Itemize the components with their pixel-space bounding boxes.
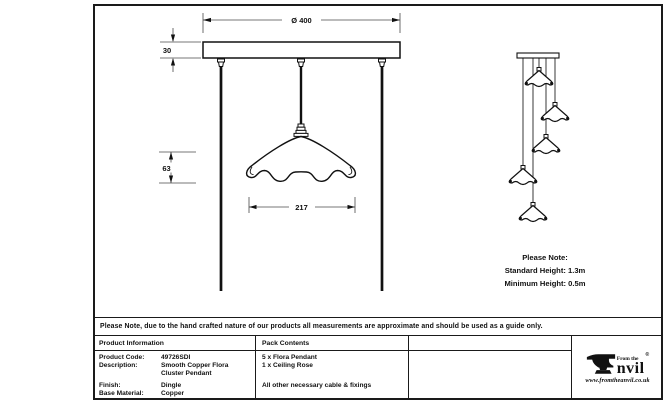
pack-contents-header: Pack Contents — [256, 336, 409, 351]
shade-diameter-label: 217 — [295, 202, 308, 212]
pack-item: 5 x Flora Pendant — [262, 354, 317, 361]
pendant-cables — [221, 67, 382, 292]
anvil-icon — [586, 352, 616, 376]
technical-drawing — [93, 4, 663, 317]
arrow-up-icon — [169, 152, 173, 160]
registered-mark: ® — [645, 352, 650, 358]
cord-grips — [218, 59, 386, 67]
cluster-pendant-2 — [541, 103, 569, 122]
brand-logo — [585, 352, 649, 384]
logo-cell — [571, 336, 663, 400]
cluster-pendant-1 — [525, 68, 553, 87]
pack-item: 1 x Ceiling Rose — [262, 362, 313, 370]
pack-item: All other necessary cable & fixings — [262, 382, 372, 390]
base-material-label: Base Material: — [99, 389, 144, 397]
logo-prefix: From the — [616, 355, 639, 362]
arrow-down-icon — [171, 35, 175, 43]
base-material-row — [99, 390, 251, 398]
product-information-header: Product Information — [93, 336, 256, 351]
ceiling-plate — [203, 42, 400, 58]
height-note — [504, 253, 585, 288]
finish-value: Dingle — [161, 381, 182, 389]
description-value: Smooth Copper Flora Cluster Pendant — [161, 362, 229, 378]
arrow-left-icon — [203, 18, 211, 22]
cluster-pendant-3 — [532, 135, 560, 154]
pack-contents-body — [256, 351, 409, 400]
sheet-frame — [93, 4, 663, 400]
arrow-right-icon — [348, 205, 356, 209]
product-code-row — [99, 354, 251, 362]
info-table — [93, 336, 663, 400]
lamp-holder — [294, 124, 308, 136]
finish-label: Finish: — [99, 381, 121, 389]
base-material-value: Copper — [161, 389, 185, 397]
height-note-minimum: Minimum Height: 0.5m — [504, 279, 586, 288]
arrow-left-icon — [249, 205, 257, 209]
plate-thickness-label: 30 — [162, 45, 172, 55]
product-code-value: 49726SDI — [161, 354, 191, 361]
disclaimer-bar — [93, 317, 663, 336]
finish-row — [99, 382, 251, 390]
arrow-up-icon — [171, 58, 175, 66]
plate-diameter-label: Ø 400 — [291, 15, 312, 25]
product-code-label: Product Code: — [99, 354, 145, 361]
cluster-ceiling-plate — [517, 53, 559, 58]
disclaimer-text: Please Note, due to the hand crafted nature of our products all measurements are approximate and should be used as a guide only. — [100, 323, 543, 330]
product-information-body — [93, 351, 256, 400]
empty-body-cell — [409, 351, 571, 400]
cluster-pendant-5 — [519, 203, 547, 222]
height-note-title: Please Note: — [522, 253, 568, 262]
arrow-right-icon — [392, 18, 400, 22]
shade-height-label: 63 — [162, 163, 171, 173]
empty-header-cell — [409, 336, 571, 351]
cluster-drawing — [509, 53, 569, 222]
arrow-down-icon — [169, 176, 173, 184]
logo-name: nvil — [616, 360, 645, 378]
flora-shade — [247, 137, 356, 182]
logo-url: www.fromtheanvil.co.uk — [585, 377, 650, 384]
description-label: Description: — [99, 362, 138, 370]
description-row — [99, 362, 251, 378]
height-note-standard: Standard Height: 1.3m — [504, 266, 586, 275]
